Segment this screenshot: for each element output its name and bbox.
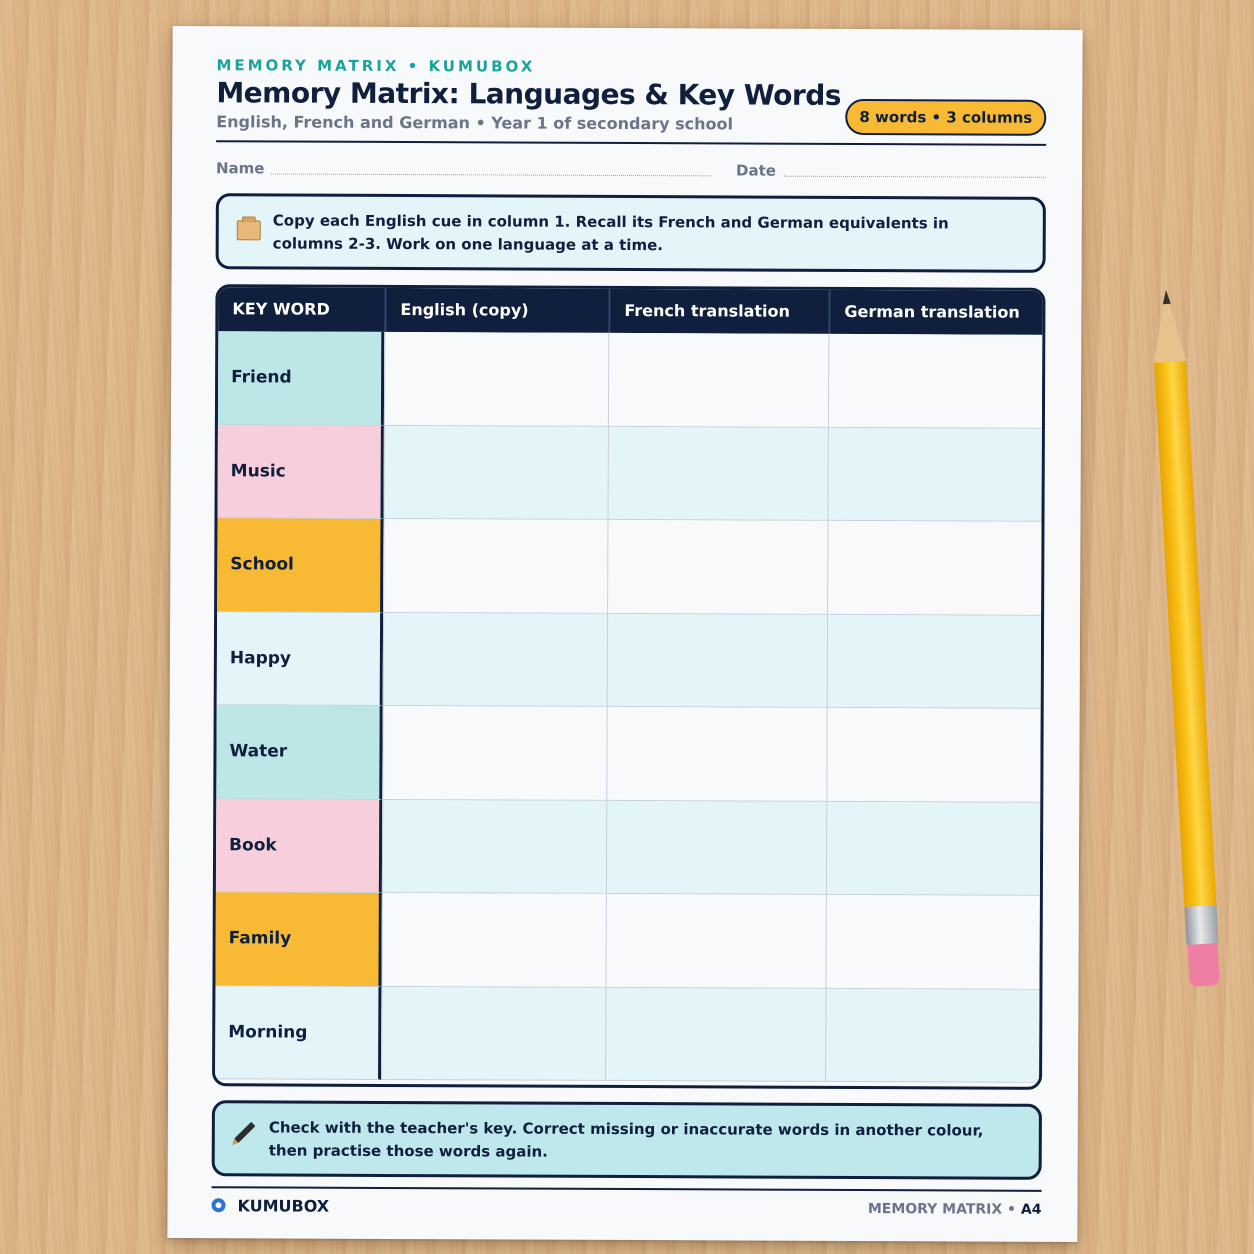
page-subtitle: English, French and German • Year 1 of secondary school xyxy=(216,112,734,134)
brand-logo xyxy=(211,1196,329,1216)
pencil-lead xyxy=(1162,290,1171,304)
column-header-german: German translation xyxy=(828,290,1042,335)
table-body xyxy=(215,331,1042,1087)
name-field[interactable] xyxy=(271,173,712,176)
footer-size: A4 xyxy=(1020,1201,1042,1218)
column-header-key-word: KEY WORD xyxy=(232,299,330,319)
french-translation-cell[interactable] xyxy=(607,613,827,707)
english-copy-cell[interactable] xyxy=(383,612,607,706)
english-copy-cell[interactable] xyxy=(382,706,606,800)
date-label: Date xyxy=(735,161,776,180)
pencil-prop xyxy=(1150,289,1221,990)
instructions-box xyxy=(216,193,1046,273)
pencil-eraser xyxy=(1188,943,1220,987)
footer-series: MEMORY MATRIX • xyxy=(867,1201,1017,1218)
box-icon xyxy=(237,220,261,240)
key-word-cell: Water xyxy=(216,705,382,799)
french-translation-cell[interactable] xyxy=(606,800,826,894)
english-copy-cell[interactable] xyxy=(383,519,607,613)
footer-divider xyxy=(212,1186,1042,1192)
german-translation-cell[interactable] xyxy=(827,427,1041,521)
key-word-cell: School xyxy=(217,518,383,612)
worksheet-page xyxy=(167,26,1082,1242)
date-field[interactable] xyxy=(784,176,1046,178)
german-translation-cell[interactable] xyxy=(826,801,1040,895)
memory-matrix-table xyxy=(212,284,1045,1090)
instructions-text: Copy each English cue in column 1. Recall its French and German equivalents in columns 2-3. Work on one language at a time. xyxy=(272,211,949,255)
pencil-ferrule xyxy=(1184,905,1218,945)
check-note-box xyxy=(212,1100,1042,1180)
name-date-row xyxy=(216,159,1046,187)
table-row xyxy=(215,986,1039,1083)
english-copy-cell[interactable] xyxy=(384,332,608,426)
german-translation-cell[interactable] xyxy=(827,614,1041,708)
pencil-body xyxy=(1154,361,1216,907)
table-row xyxy=(216,705,1040,802)
english-copy-cell[interactable] xyxy=(381,893,605,987)
table-row xyxy=(217,612,1041,709)
kicker-text: MEMORY MATRIX • KUMUBOX xyxy=(216,56,536,76)
english-copy-cell[interactable] xyxy=(382,799,606,893)
column-header-french: French translation xyxy=(608,289,828,334)
german-translation-cell[interactable] xyxy=(828,334,1042,428)
footer-label xyxy=(868,1201,1042,1218)
table-row xyxy=(218,425,1042,522)
french-translation-cell[interactable] xyxy=(607,426,827,520)
table-row xyxy=(215,892,1039,989)
brand-name: KUMUBOX xyxy=(237,1196,330,1216)
name-label: Name xyxy=(215,159,265,178)
check-note-text: Check with the teacher's key. Correct missing or inaccurate words in another colour, then practise those words again. xyxy=(268,1118,984,1161)
key-word-cell: Morning xyxy=(215,986,381,1080)
french-translation-cell[interactable] xyxy=(608,333,828,427)
german-translation-cell[interactable] xyxy=(825,895,1039,989)
key-word-cell: Family xyxy=(215,892,381,986)
count-badge: 8 words • 3 columns xyxy=(845,99,1046,136)
pencil-icon xyxy=(234,1122,255,1143)
german-translation-cell[interactable] xyxy=(827,521,1041,615)
french-translation-cell[interactable] xyxy=(605,987,825,1081)
table-row xyxy=(218,331,1042,428)
english-copy-cell[interactable] xyxy=(383,425,607,519)
column-header-english: English (copy) xyxy=(384,288,608,333)
page-title: Memory Matrix: Languages & Key Words xyxy=(216,76,842,112)
english-copy-cell[interactable] xyxy=(381,986,605,1080)
key-word-cell: Happy xyxy=(217,612,383,706)
table-header xyxy=(218,287,1042,335)
french-translation-cell[interactable] xyxy=(605,894,825,988)
table-row xyxy=(216,799,1040,896)
key-word-cell: Book xyxy=(216,799,382,893)
table-row xyxy=(217,518,1041,615)
french-translation-cell[interactable] xyxy=(607,520,827,614)
key-word-cell: Friend xyxy=(218,331,384,425)
gear-icon xyxy=(211,1198,225,1212)
german-translation-cell[interactable] xyxy=(826,708,1040,802)
german-translation-cell[interactable] xyxy=(825,988,1039,1082)
header-divider xyxy=(216,140,1046,146)
key-word-cell: Music xyxy=(218,425,384,519)
french-translation-cell[interactable] xyxy=(606,707,826,801)
